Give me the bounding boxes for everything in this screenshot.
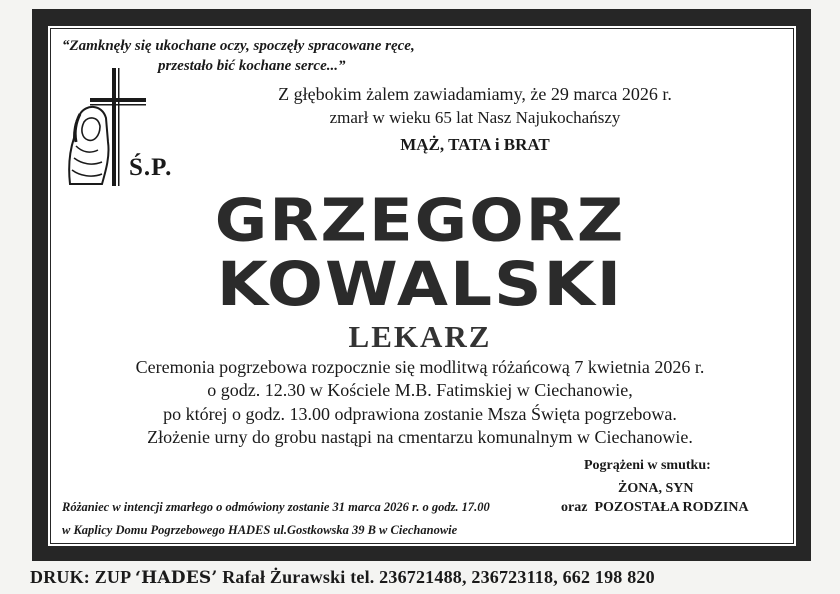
ceremony-line-4: Złożenie urny do grobu nastąpi na cmentarzu komunalnym w Ciechanowie. [147, 427, 693, 447]
rosary-line-2: w Kaplicy Domu Pogrzebowego HADES ul.Gostkowska 39 B w Ciechanowie [62, 523, 458, 537]
ceremony-line-1: Ceremonia pogrzebowa rozpocznie się modlitwą różańcową 7 kwietnia 2026 r. [135, 357, 705, 377]
footer-brand: ‘HADES’ [135, 568, 218, 588]
rosary-line-1: Różaniec w intencji zmarłego o odmówiony zostanie 31 marca 2026 r. o godz. 17.00 [62, 500, 490, 514]
ceremony-line-3: po której o godz. 13.00 odprawiona zostanie Msza Święta pogrzebowa. [163, 404, 677, 424]
mourners-line-2 [561, 500, 749, 516]
quote-line-1: “Zamknęły się ukochane oczy, spoczęły spracowane ręce, [62, 38, 415, 54]
deceased-profession: LEKARZ [348, 319, 492, 354]
announcement-line-2: zmarł w wieku 65 lat Nasz Najukochańszy [329, 108, 621, 127]
ceremony-line-2: o godz. 12.30 w Kościele M.B. Fatimskiej w Ciechanowie, [207, 380, 633, 400]
quote-line-2: przestało bić kochane serce...” [158, 58, 346, 74]
footer-prefix: DRUK: ZUP [30, 567, 131, 587]
mourners-connector: oraz [561, 500, 588, 515]
deceased-first-name: GRZEGORZ [214, 186, 626, 256]
deceased-last-name: KOWALSKI [216, 249, 624, 320]
announcement-line-1: Z głębokim żalem zawiadamiamy, że 29 marca 2026 r. [278, 84, 672, 104]
footer-contact: Rafał Żurawski tel. 236721488, 236723118, 662 198 820 [222, 567, 655, 587]
relation-label: MĄŻ, TATA i BRAT [400, 135, 550, 154]
mourners-heading: Pogrążeni w smutku: [584, 458, 711, 473]
mourners-family: POZOSTAŁA RODZINA [594, 500, 749, 515]
mourners-line-1: ŻONA, SYN [618, 481, 694, 496]
sp-label: Ś.P. [129, 154, 173, 181]
printer-footer [30, 567, 655, 588]
